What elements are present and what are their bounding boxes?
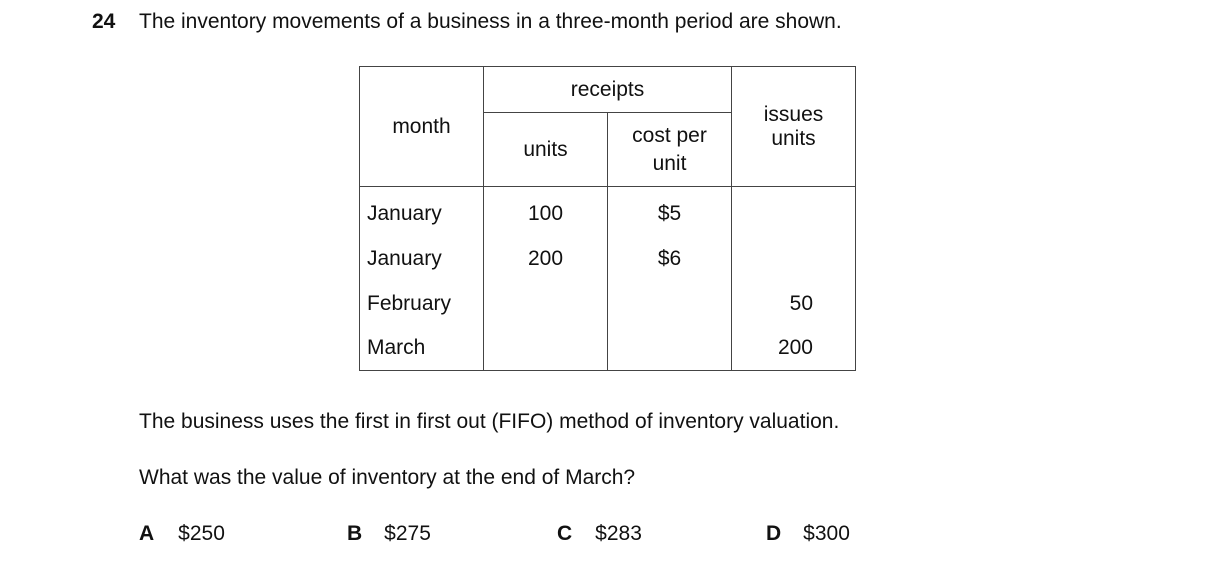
question-prompt: What was the value of inventory at the end of March? — [139, 466, 636, 489]
inventory-table — [359, 66, 856, 371]
option-value: $283 — [595, 522, 642, 545]
table-row — [360, 187, 856, 237]
header-cost-per-unit: cost per unit — [608, 113, 732, 187]
option-letter: D — [766, 522, 782, 545]
option-letter: A — [139, 522, 155, 545]
cell-month: March — [360, 326, 484, 371]
method-paragraph: The business uses the first in first out (FIFO) method of inventory valuation. — [139, 410, 840, 433]
cell-issues: 50 — [732, 281, 856, 326]
cell-cost: $5 — [608, 187, 732, 237]
cell-month: January — [360, 187, 484, 237]
table-row — [360, 326, 856, 371]
option-b[interactable] — [347, 522, 431, 546]
table-row — [360, 236, 856, 281]
cell-month: January — [360, 236, 484, 281]
option-letter: C — [557, 522, 573, 545]
cell-cost — [608, 281, 732, 326]
header-units: units — [484, 113, 608, 187]
option-letter: B — [347, 522, 363, 545]
cell-units: 200 — [484, 236, 608, 281]
header-issues: issues units — [732, 67, 856, 187]
option-value: $275 — [384, 522, 431, 545]
header-month: month — [360, 67, 484, 187]
cell-units — [484, 281, 608, 326]
table-row — [360, 281, 856, 326]
question-text: The inventory movements of a business in a three-month period are shown. — [139, 10, 842, 33]
question-number: 24 — [92, 10, 116, 33]
cell-issues: 200 — [732, 326, 856, 371]
cell-units: 100 — [484, 187, 608, 237]
option-value: $300 — [803, 522, 850, 545]
cell-issues — [732, 187, 856, 237]
option-c[interactable] — [557, 522, 642, 546]
header-receipts: receipts — [484, 67, 732, 113]
cell-cost: $6 — [608, 236, 732, 281]
option-a[interactable] — [139, 522, 225, 546]
cell-cost — [608, 326, 732, 371]
cell-units — [484, 326, 608, 371]
option-d[interactable] — [766, 522, 850, 546]
cell-month: February — [360, 281, 484, 326]
cell-issues — [732, 236, 856, 281]
option-value: $250 — [178, 522, 225, 545]
